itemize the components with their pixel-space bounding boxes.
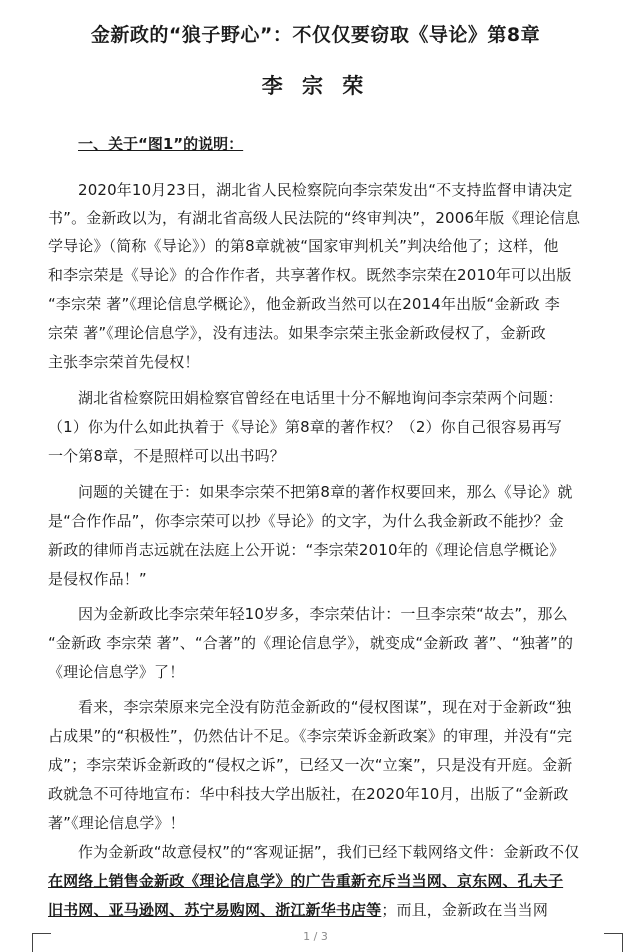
body-line-underlined: 在网络上销售金新政《理论信息学》的广告重新充斥当当网、京东网、孔夫子: [48, 872, 564, 890]
body-line: “李宗荣 著”《理论信息学概论》，他金新政当然可以在2014年出版“金新政 李: [48, 295, 560, 313]
underlined-segment: 旧书网、亚马逊网、苏宁易购网、浙江新华书店等: [48, 901, 382, 919]
body-line: 成”；李宗荣诉金新政的“侵权之诉”，已经又一次“立案”，只是没有开庭。金新: [48, 756, 573, 774]
body-line: 占成果”的“积极性”，仍然估计不足。《李宗荣诉金新政案》的审理，并没有“完: [48, 727, 573, 745]
body-line: 《理论信息学》了！: [48, 663, 185, 681]
body-line: 学导论》（简称《导论》）的第8章就被“国家审判机关”判决给他了；这样，他: [48, 237, 559, 255]
body-line: 是侵权作品！”: [48, 570, 147, 588]
body-line: “金新政 李宗荣 著”、“合著”的《理论信息学》，就变成“金新政 著”、“独著”的: [48, 634, 574, 652]
body-line: 宗荣 著”《理论信息学》，没有违法。如果李宗荣主张金新政侵权了，金新政: [48, 324, 546, 342]
body-line: 新政的律师肖志远就在法庭上公开说：“李宗荣2010年的《理论信息学概论》: [48, 541, 565, 559]
body-line: 政就急不可待地宣布：华中科技大学出版社，在2020年10月，出版了“金新政: [48, 785, 569, 803]
body-line: 是“合作作品”，你李宗荣可以抄《导论》的文字，为什么我金新政不能抄？金: [48, 512, 564, 530]
body-line: 著”《理论信息学》！: [48, 814, 185, 832]
body-line: 因为金新政比李宗荣年轻10岁多，李宗荣估计：一旦李宗荣“故去”，那么: [78, 605, 568, 623]
document-author: 李 宗 荣: [261, 74, 370, 98]
body-line: 一个第8章，不是照样可以出书吗？: [48, 447, 285, 465]
section-heading: 一、关于“图1”的说明：: [78, 135, 244, 153]
body-line: 书”。金新政以为，有湖北省高级人民法院的“终审判决”，2006年版《理论信息: [48, 209, 581, 227]
body-line: （1）你为什么如此执着于《导论》第8章的著作权？（2）你自己很容易再写: [48, 418, 562, 436]
body-line: 作为金新政“故意侵权”的“客观证据”，我们已经下载网络文件：金新政不仅: [78, 843, 580, 861]
body-line: 看来，李宗荣原来完全没有防范金新政的“侵权图谋”，现在对于金新政“独: [78, 698, 572, 716]
page-indicator: 1 / 3: [303, 930, 328, 943]
body-line: [48, 900, 548, 920]
body-line: 问题的关键在于：如果李宗荣不把第8章的著作权要回来，那么《导论》就: [78, 483, 573, 501]
body-line: 2020年10月23日，湖北省人民检察院向李宗荣发出“不支持监督申请决定: [78, 181, 573, 199]
document-title: 金新政的“狼子野心”：不仅仅要窃取《导论》第8章: [90, 24, 541, 46]
body-segment: ；而且，金新政在当当网: [381, 901, 548, 919]
body-line: 和李宗荣是《导论》的合作作者，共享著作权。既然李宗荣在2010年可以出版: [48, 266, 572, 284]
body-line: 主张李宗荣首先侵权！: [48, 353, 200, 371]
body-line: 湖北省检察院田娟检察官曾经在电话里十分不解地询问李宗荣两个问题：: [78, 389, 563, 407]
